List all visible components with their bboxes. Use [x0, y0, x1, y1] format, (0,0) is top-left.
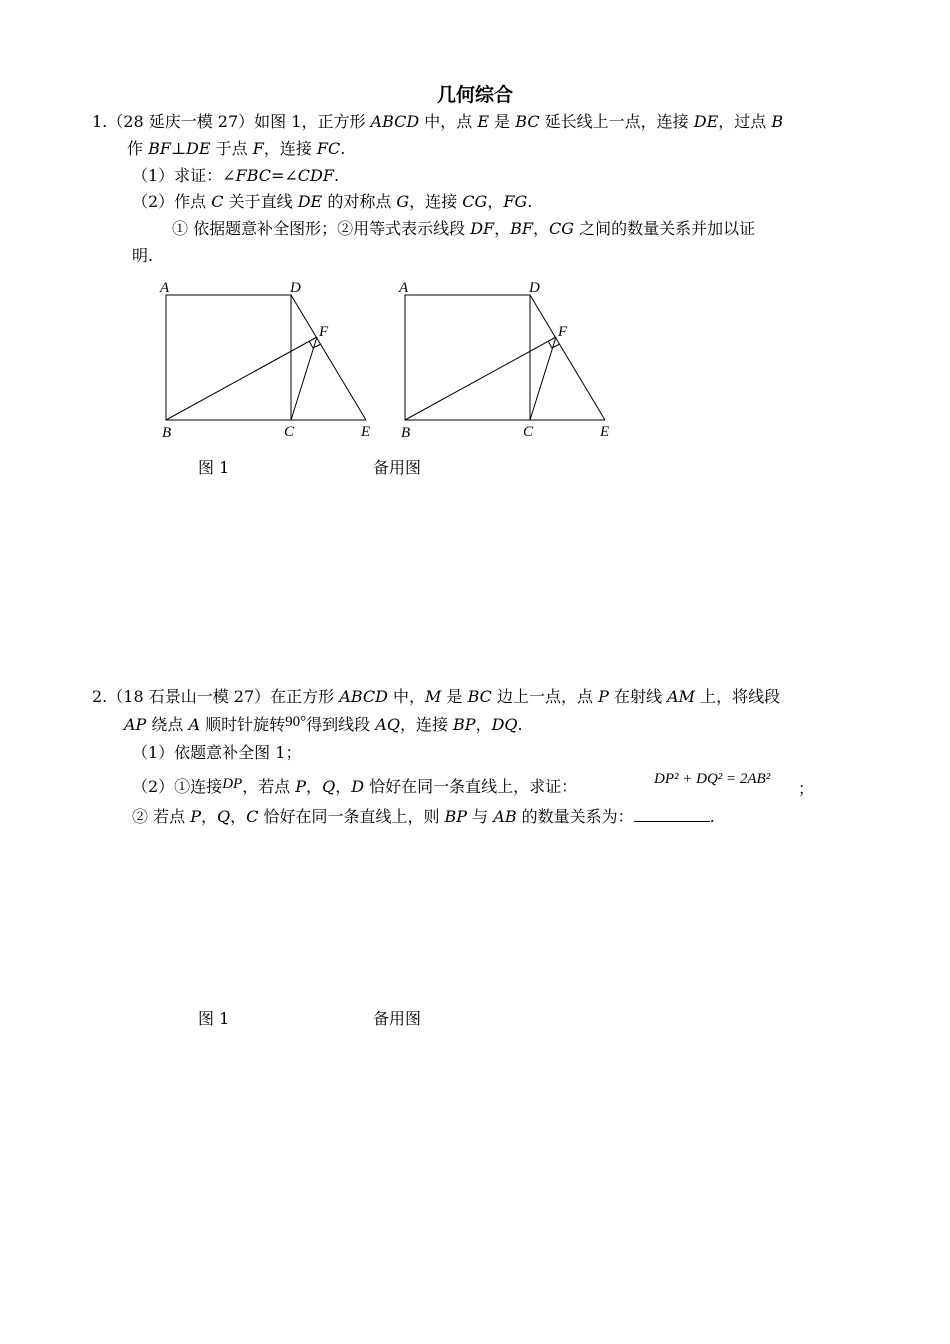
label-b: B: [162, 425, 172, 441]
segment-bf: [166, 337, 317, 420]
segment-de: [530, 295, 605, 420]
p2-question-3: ② 若点 P，Q，C 恰好在同一条直线上，则 BP 与 AB 的数量关系为： .: [132, 807, 715, 826]
p1-question-2: （2）作点 C 关于直线 DE 的对称点 G，连接 CG，FG.: [132, 192, 533, 211]
angle-90: 90°: [285, 714, 307, 730]
segment-bf: [405, 337, 556, 420]
p2-equation: DP² + DQ² = 2AB²: [654, 771, 771, 787]
p1-spare-caption: 备用图: [373, 458, 422, 477]
p2-source: （18 石景山一模 27）: [107, 687, 271, 706]
label-d: D: [290, 280, 301, 296]
label-d: D: [529, 280, 540, 296]
p1-spare-figure: [389, 275, 619, 445]
p2-figure-caption: 图 1: [198, 1009, 230, 1028]
label-a: A: [160, 280, 170, 296]
p2-spare-caption: 备用图: [373, 1009, 422, 1028]
page-title: 几何综合: [436, 84, 513, 106]
label-f: F: [319, 324, 329, 340]
segment-de: [291, 295, 366, 420]
p2-number: 2.: [92, 687, 108, 706]
answer-blank: [634, 807, 710, 822]
square-abcd: [405, 295, 530, 420]
label-c: C: [523, 424, 534, 440]
p2-semicolon: ；: [798, 779, 815, 798]
p1-number: 1.: [92, 112, 108, 131]
p1-line-1: 1.（28 延庆一模 27）如图 1，正方形 ABCD 中，点 E 是 BC 延长线上一点，连接 DE，过点 B: [92, 112, 784, 131]
p1-question-3-cont: 明.: [132, 246, 154, 265]
p2-line-1: 2.（18 石景山一模 27）在正方形 ABCD 中，M 是 BC 边上一点，点 P 在射线 AM 上，将线段: [92, 687, 781, 706]
p2-line-2: AP 绕点 A 顺时针旋转90°得到线段 AQ，连接 BP，DQ.: [124, 714, 523, 734]
p1-figure-1: [150, 275, 380, 445]
square-abcd: [166, 295, 291, 420]
p1-figure-caption: 图 1: [198, 458, 230, 477]
label-c: C: [284, 424, 295, 440]
label-e: E: [600, 424, 610, 440]
label-e: E: [361, 424, 371, 440]
label-f: F: [558, 324, 568, 340]
p1-question-1: （1）求证：∠FBC=∠CDF.: [132, 166, 340, 185]
p2-question-1: （1）依题意补全图 1；: [132, 743, 302, 762]
p1-line-2: 作 BF⊥DE 于点 F，连接 FC.: [127, 139, 346, 158]
p1-source: （28 延庆一模 27）: [107, 112, 255, 131]
label-a: A: [399, 280, 409, 296]
p1-question-3: ① 依据题意补全图形；②用等式表示线段 DF，BF，CG 之间的数量关系并加以证: [172, 219, 756, 238]
p2-question-2: （2）①连接DP，若点 P，Q，D 恰好在同一条直线上，求证：: [132, 776, 578, 796]
label-b: B: [401, 425, 411, 441]
